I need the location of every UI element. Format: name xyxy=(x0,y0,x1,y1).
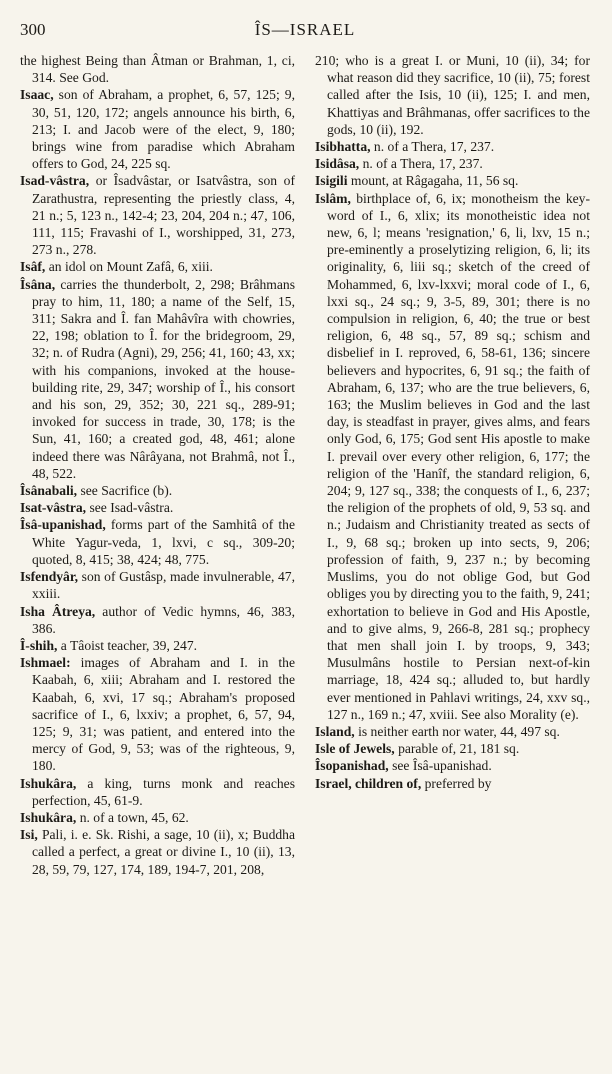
entry-text: images of Abraham and I. in the Kaabah, 6, xiii; Abraham and I. restored the Kaabah, 6, xvi, 17 sq.; Abraham's proposed sacrifice of I., 6, lxxiv; a prophet, 6, 57, 94, 125; 9, 31; was patient, and entered into the mercy of God, 9, 53; was of the righteous, 9, 180. xyxy=(32,655,295,774)
entry-text: an idol on Mount Zafâ, 6, xiii. xyxy=(45,259,213,275)
index-entry xyxy=(20,654,295,774)
page-number: 300 xyxy=(20,20,46,39)
entry-headword: Isibhatta, xyxy=(315,139,371,155)
right-column xyxy=(315,52,590,878)
entry-headword: Îsopanishad, xyxy=(315,758,389,774)
index-entry xyxy=(20,172,295,258)
index-entry xyxy=(315,52,590,138)
entry-text: 210; who is a great I. or Muni, 10 (ii), 34; for what reason did they sacrifice, 10 (ii), 75; forest called after the Isis, 10 (ii), 125; I. and men, Khattiyas and Brâhmanas, offer sacrifices to the gods, 10 (ii), 192. xyxy=(315,53,590,137)
entry-headword: Isat-vâstra, xyxy=(20,500,87,516)
index-entry xyxy=(315,775,590,792)
entry-text: mount, at Râgagaha, 11, 56 sq. xyxy=(347,173,519,189)
entry-text: preferred by xyxy=(421,775,492,791)
entry-text: Pali, i. e. Sk. Rishi, a sage, 10 (ii), x; Buddha called a perfect, a great or divine I., 10 (ii), 13, 28, 59, 79, 127, 174, 189, 194-7, 201, 208, xyxy=(32,827,295,877)
entry-headword: Israel, children of, xyxy=(315,775,422,791)
entry-text: or Îsadvâstar, or Isatvâstra, son of Zarathustra, representing the priestly class, 4, 21 n.; 5, 123 n., 142-4; 23, 204, 204 n.; 47, 106, 111, 115; Fravashi of I., worshipped, 31, 273, 273 n., 278. xyxy=(32,173,295,258)
entry-text: n. of a town, 45, 62. xyxy=(76,809,189,825)
index-entry xyxy=(20,276,295,482)
entry-headword: Isâf, xyxy=(20,259,46,275)
entry-headword: Isha Âtreya, xyxy=(20,603,96,619)
index-entry xyxy=(315,172,590,189)
entry-headword: Ishukâra, xyxy=(20,775,77,791)
index-entry xyxy=(315,190,590,723)
entry-headword: Isad-vâstra, xyxy=(20,173,90,189)
entry-text: son of Gustâsp, made invulnerable, 47, xxiii. xyxy=(32,569,295,602)
index-entry xyxy=(315,723,590,740)
index-entry xyxy=(20,809,295,826)
entry-text: son of Abraham, a prophet, 6, 57, 125; 9, 30, 51, 120, 172; angels announce his birth, 6, 213; I. and Jacob were of the elect, 9, 180; brings wine from paradise which Abraham offers to God, 24, 225 sq. xyxy=(32,87,295,172)
entry-text: carries the thunderbolt, 2, 298; Brâhmans pray to him, 11, 180; a name of the Self, 15, 311; Sakra and Î. fan Mahâvîra with chowries, 22, 198; oblation to Î. for the bridegroom, 29, 32; n. of Rudra (Agni), 29, 256; 41, 160; 43, xx; with his companions, invoked at the house-building rite, 29, 347; worship of Î., his consort and his son, 29, 352; 30, 221 sq., 289-91; invoked for success in trade, 30, 178; is the Sun, 41, 160; a created god, 48, 461; alone indeed there was Nârâyana, not Brahmâ, not Î., 48, 522. xyxy=(32,276,295,481)
running-head: ÎS—ISRAEL xyxy=(254,20,356,39)
index-entry xyxy=(315,757,590,774)
entry-text: is neither earth nor water, 44, 497 sq. xyxy=(354,723,560,739)
entry-text: the highest Being than Âtman or Brahman, 1, ci, 314. See God. xyxy=(20,53,295,86)
entry-headword: Î-shih, xyxy=(20,637,58,653)
page-header xyxy=(20,20,590,44)
index-entry xyxy=(20,52,295,86)
entry-text: see Isad-vâstra. xyxy=(86,500,174,516)
index-entry xyxy=(20,482,295,499)
entry-text: n. of a Thera, 17, 237. xyxy=(359,156,483,172)
entry-headword: Isigili xyxy=(315,173,348,189)
entry-text: author of Vedic hymns, 46, 383, 386. xyxy=(32,603,295,636)
entry-headword: Îsâ-upanishad, xyxy=(20,517,106,533)
index-columns xyxy=(20,52,590,878)
index-entry xyxy=(20,775,295,809)
index-entry xyxy=(20,568,295,602)
entry-headword: Isfendyâr, xyxy=(20,569,79,585)
entry-headword: Îsâna, xyxy=(20,276,56,292)
entry-text: n. of a Thera, 17, 237. xyxy=(370,139,495,155)
left-column xyxy=(20,52,295,878)
entry-headword: Ishukâra, xyxy=(20,809,77,825)
index-entry xyxy=(20,86,295,172)
entry-text: see Sacrifice (b). xyxy=(77,483,173,499)
entry-headword: Ishmael: xyxy=(20,655,71,671)
entry-text: birthplace of, 6, ix; monotheism the key-word of I., 6, xlix; its monotheistic idea not new, 6, l; means 'resignation,' 6, li, lxv, 15 n.; pre-eminently a proselytizing religion, 6, li; its originality, 6, liii sq.; sketch of the creed of Mohammed, 6, lxv-lxxvi; moral code of I., 6, lxxi sq., 24 sq.; 9, 3-5, 89, 301; there is no compulsion in religion, 6, 40; the true or best religion, 6, 48 sq., 57, 89 sq.; schism and disbelief in I. reproved, 6, 58-61, 136; sincere believers and hypocrites, 6, 91 sq.; the faith of Abraham, 6, 137; who are the true believers, 6, 163; the Muslim believes in God and the last day, is steadfast in prayer, gives alms, and fears only God, 6, 175; God sent His apostle to make I. prevail over every other religion, 6, 177; the religion of the 'Hanîf, the standard religion, 6, 204; 9, 127 sq., 338; the conquests of I., 6, 237; the religion of the prophets of old, 9, 53 sq. and n.; Judaism and Christianity treated as sects of I., 9, 68 sq.; broken up into sects, 9, 206; profession of faith, 9, 237 n.; by becoming Muslims, you do not oblige God, but God obliges you by directing you to the faith, 9, 241; exhortation to believe in God and His Apostle, and to give alms, 9, 266-8, 281 sq.; prophecy that men shall join I. by troops, 9, 343; Musulmâns hostile to Persian next-of-kin marriage, 18, 424 sq.; alluded to, but hardly ever mentioned in Pahlavi writings, 24, xxv sq., 127 n., 169 n.; 47, xviii. See also Morality (e). xyxy=(327,190,590,722)
index-entry xyxy=(20,258,295,275)
index-entry xyxy=(315,155,590,172)
entry-text: parable of, 21, 181 sq. xyxy=(394,741,520,757)
entry-headword: Isi, xyxy=(20,827,38,843)
entry-headword: Isidâsa, xyxy=(315,156,360,172)
entry-headword: Island, xyxy=(315,723,355,739)
entry-text: a king, turns monk and reaches perfection, 45, 61-9. xyxy=(32,775,295,808)
index-entry xyxy=(20,499,295,516)
index-entry xyxy=(315,740,590,757)
entry-headword: Islâm, xyxy=(315,190,351,206)
entry-headword: Îsânabali, xyxy=(20,483,78,499)
index-entry xyxy=(20,603,295,637)
entry-text: see Îsâ-upanishad. xyxy=(388,758,492,774)
index-entry xyxy=(315,138,590,155)
entry-text: forms part of the Samhitâ of the White Yagur-veda, 1, lxvi, c sq., 309-20; quoted, 8, 415; 38, 424; 48, 775. xyxy=(32,517,295,567)
index-entry xyxy=(20,826,295,878)
entry-headword: Isle of Jewels, xyxy=(315,741,395,757)
entry-text: a Tâoist teacher, 39, 247. xyxy=(57,637,198,653)
index-entry xyxy=(20,637,295,654)
index-entry xyxy=(20,516,295,568)
entry-headword: Isaac, xyxy=(20,87,54,103)
